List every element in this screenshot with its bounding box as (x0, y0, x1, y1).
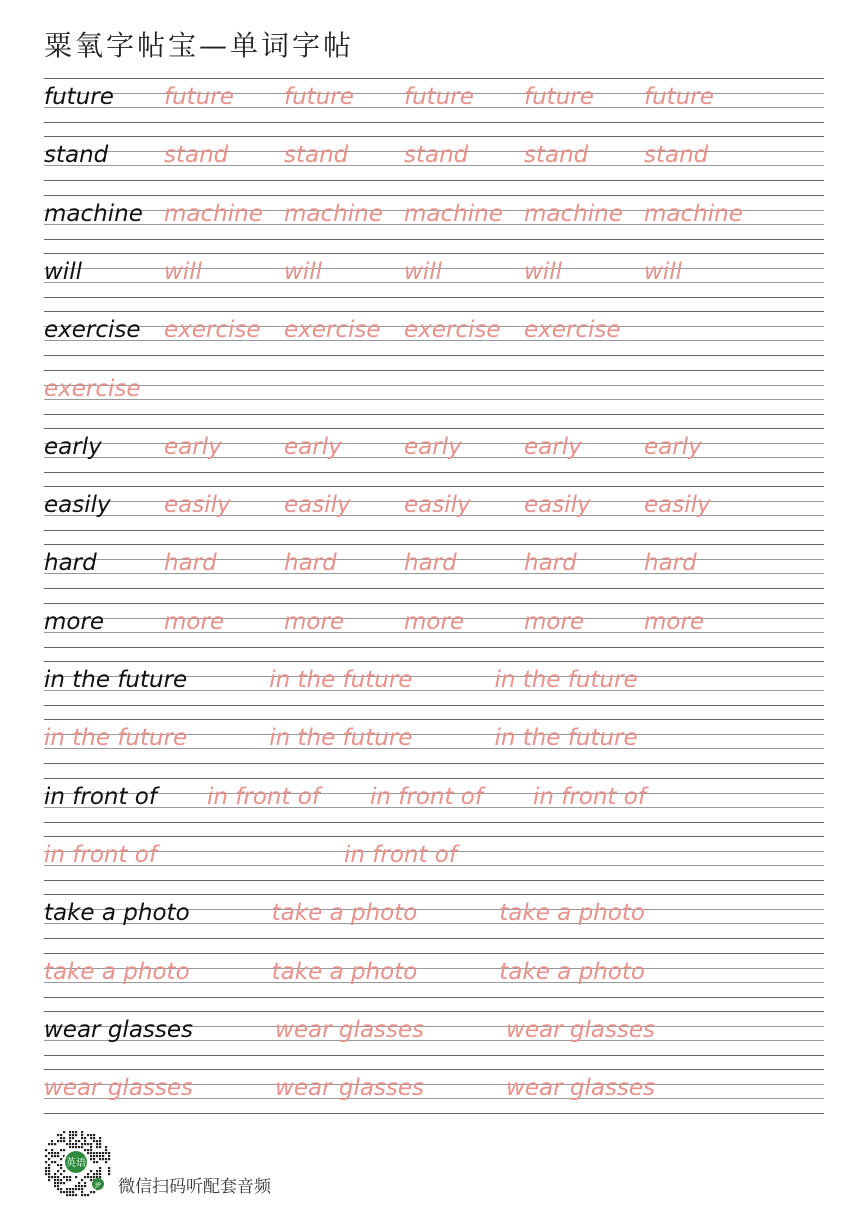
trace-word: will (644, 258, 682, 285)
guide-line (44, 180, 824, 181)
trace-word: machine (164, 200, 263, 227)
trace-word: future (284, 84, 354, 110)
model-word: easily (44, 492, 111, 519)
practice-row (44, 1011, 824, 1056)
practice-row (44, 78, 824, 123)
guide-line (44, 530, 824, 531)
trace-word: will (524, 258, 562, 285)
guide-line (44, 355, 824, 356)
model-word: stand (44, 142, 109, 169)
trace-word: in the future (494, 725, 638, 752)
guide-line (44, 588, 824, 589)
trace-word: stand (284, 142, 349, 169)
model-word: early (44, 433, 102, 460)
trace-word: in the future (44, 725, 188, 752)
trace-word: easily (524, 492, 591, 519)
guide-line (44, 297, 824, 298)
trace-word: wear glasses (506, 1075, 656, 1102)
practice-row (44, 778, 824, 823)
trace-word: early (284, 433, 342, 460)
trace-word: take a photo (499, 958, 645, 985)
practice-row (44, 370, 824, 415)
model-word: exercise (44, 317, 141, 344)
trace-word: future (524, 84, 594, 110)
trace-word: easily (164, 492, 231, 519)
trace-word: machine (284, 200, 383, 227)
practice-row (44, 428, 824, 473)
trace-word: stand (524, 142, 589, 169)
trace-word: exercise (404, 317, 501, 344)
guide-line (44, 370, 824, 371)
trace-word: wear glasses (275, 1016, 425, 1043)
guide-line (44, 311, 824, 312)
trace-word: early (404, 433, 462, 460)
trace-word: more (164, 608, 225, 635)
guide-line (44, 1055, 824, 1056)
guide-line (44, 486, 824, 487)
guide-line (44, 385, 824, 386)
practice-row (44, 1069, 824, 1114)
practice-row (44, 719, 824, 764)
guide-line (44, 894, 824, 895)
guide-line (44, 78, 824, 79)
trace-word: future (164, 84, 234, 110)
page-title: 粟氧字帖宝—单词字帖 (44, 29, 355, 62)
trace-word: future (404, 84, 474, 110)
model-word: take a photo (44, 900, 190, 927)
guide-line (44, 705, 824, 706)
guide-line (44, 1069, 824, 1070)
guide-line (44, 647, 824, 648)
trace-word: exercise (44, 375, 141, 402)
guide-line (44, 239, 824, 240)
trace-word: wear glasses (506, 1016, 656, 1043)
trace-word: exercise (284, 317, 381, 344)
guide-line (44, 953, 824, 954)
trace-word: take a photo (271, 900, 418, 927)
practice-row (44, 661, 824, 706)
guide-line (44, 778, 824, 779)
qr-badge-text: 英语 (66, 1158, 86, 1169)
model-word: more (44, 608, 105, 635)
guide-line (44, 880, 824, 881)
trace-word: easily (404, 492, 471, 519)
trace-word: more (284, 608, 345, 635)
footer-text: 微信扫码听配套音频 (118, 1177, 271, 1197)
trace-word: in front of (369, 783, 483, 810)
guide-line (44, 428, 824, 429)
practice-row (44, 894, 824, 939)
trace-word: exercise (164, 317, 261, 344)
trace-word: early (164, 433, 222, 460)
guide-line (44, 763, 824, 764)
trace-word: stand (164, 142, 229, 169)
practice-row (44, 836, 824, 881)
guide-line (44, 253, 824, 254)
guide-line (44, 544, 824, 545)
guide-line (44, 472, 824, 473)
guide-line (44, 1011, 824, 1012)
trace-word: more (524, 608, 585, 635)
trace-word: stand (644, 142, 709, 169)
trace-word: take a photo (44, 958, 190, 985)
practice-row (44, 486, 824, 531)
practice-row (44, 544, 824, 589)
qr-code-icon[interactable] (40, 1126, 112, 1198)
trace-word: in the future (269, 667, 413, 693)
trace-word: will (164, 258, 202, 285)
trace-word: hard (524, 550, 577, 577)
trace-word: easily (644, 492, 711, 519)
trace-word: machine (404, 200, 503, 227)
trace-word: in the future (494, 667, 638, 693)
practice-row (44, 311, 824, 356)
trace-word: more (644, 608, 705, 635)
trace-word: in front of (206, 783, 320, 810)
model-word: will (44, 258, 82, 285)
trace-word: in front of (532, 783, 646, 810)
trace-word: early (524, 433, 582, 460)
trace-word: machine (644, 200, 743, 227)
trace-word: in the future (269, 725, 413, 752)
trace-word: easily (284, 492, 351, 519)
trace-word: early (644, 433, 702, 460)
model-word: in the future (44, 667, 188, 693)
trace-word: in front of (44, 841, 157, 868)
qr-corner-text: JP (95, 1182, 101, 1189)
practice-row (44, 195, 824, 240)
guide-line (44, 938, 824, 939)
guide-line (44, 122, 824, 123)
trace-word: hard (404, 550, 457, 577)
trace-word: in front of (344, 841, 457, 868)
trace-word: take a photo (271, 958, 418, 985)
practice-row (44, 136, 824, 181)
guide-line (44, 414, 824, 415)
model-word: machine (44, 200, 143, 227)
model-word: future (44, 84, 114, 110)
trace-word: hard (284, 550, 337, 577)
trace-word: future (644, 84, 714, 110)
guide-line (44, 136, 824, 137)
trace-word: more (404, 608, 465, 635)
guide-line (44, 603, 824, 604)
trace-word: stand (404, 142, 469, 169)
practice-row (44, 603, 824, 648)
model-word: hard (44, 550, 97, 577)
trace-word: exercise (524, 317, 621, 344)
trace-word: hard (164, 550, 217, 577)
trace-word: machine (524, 200, 623, 227)
model-word: in front of (44, 783, 157, 810)
guide-line (44, 1113, 824, 1114)
trace-word: take a photo (499, 900, 645, 927)
guide-line (44, 661, 824, 662)
practice-row (44, 953, 824, 998)
guide-line (44, 719, 824, 720)
model-word: wear glasses (44, 1016, 194, 1043)
trace-word: wear glasses (44, 1075, 194, 1102)
trace-word: will (404, 258, 442, 285)
practice-row (44, 253, 824, 298)
guide-line (44, 399, 824, 400)
trace-word: wear glasses (275, 1075, 425, 1102)
guide-line (44, 195, 824, 196)
guide-line (44, 822, 824, 823)
footer (40, 1126, 440, 1206)
trace-word: will (284, 258, 322, 285)
guide-line (44, 836, 824, 837)
trace-word: hard (644, 550, 697, 577)
guide-line (44, 997, 824, 998)
